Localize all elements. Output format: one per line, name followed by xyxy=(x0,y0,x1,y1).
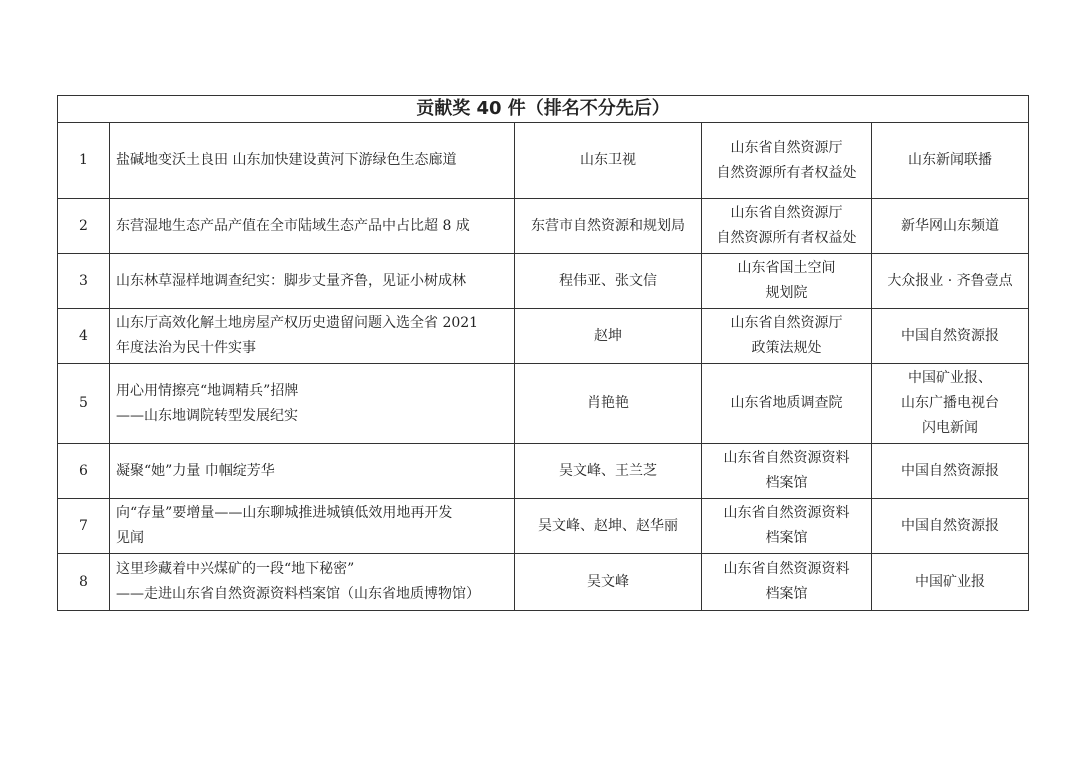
work-title-line: ——走进山东省自然资源资料档案馆（山东省地质博物馆） xyxy=(116,586,480,602)
work-title-cell xyxy=(110,199,515,254)
unit-line: 政策法规处 xyxy=(751,340,822,356)
author-line: 山东卫视 xyxy=(580,152,636,168)
work-title-cell xyxy=(110,364,515,444)
table-row xyxy=(58,254,1029,309)
media-outlet-line: 中国自然资源报 xyxy=(901,327,999,344)
row-number-cell: 6 xyxy=(58,444,110,499)
unit-cell xyxy=(702,499,872,554)
media-outlet-cell xyxy=(872,309,1029,364)
unit-line: 山东省自然资源资料 xyxy=(723,450,850,466)
author-cell xyxy=(515,123,702,199)
table-title-row xyxy=(58,96,1029,123)
media-outlet-line: 中国自然资源报 xyxy=(901,517,999,534)
unit-line: 自然资源所有者权益处 xyxy=(716,164,857,181)
row-number-cell: 4 xyxy=(58,309,110,364)
work-title-line: 用心用情擦亮“地调精兵”招牌 xyxy=(116,382,299,399)
author-cell xyxy=(515,554,702,611)
media-outlet-line: 中国矿业报、 xyxy=(908,370,992,386)
media-outlet-cell xyxy=(872,199,1029,254)
work-title-line: 向“存量”要增量——山东聊城推进城镇低效用地再开发 xyxy=(116,505,453,521)
work-title-cell xyxy=(110,309,515,364)
unit-cell xyxy=(702,364,872,444)
unit-line: 山东省自然资源厅 xyxy=(730,205,843,221)
unit-cell xyxy=(702,309,872,364)
media-outlet-line: 中国自然资源报 xyxy=(901,462,999,479)
table-title: 贡献奖 40 件（排名不分先后） xyxy=(58,96,1029,123)
author-cell xyxy=(515,364,702,444)
author-line: 吴文峰 xyxy=(587,573,629,590)
unit-cell xyxy=(702,254,872,309)
table-row xyxy=(58,199,1029,254)
unit-cell xyxy=(702,199,872,254)
row-number-cell: 3 xyxy=(58,254,110,309)
author-line: 吴文峰、王兰芝 xyxy=(559,462,657,479)
table-row xyxy=(58,364,1029,444)
unit-line: 自然资源所有者权益处 xyxy=(716,230,857,246)
author-cell xyxy=(515,499,702,554)
table-row xyxy=(58,123,1029,199)
media-outlet-cell xyxy=(872,123,1029,199)
media-outlet-cell xyxy=(872,554,1029,611)
row-number-cell: 7 xyxy=(58,499,110,554)
work-title-cell xyxy=(110,254,515,309)
unit-line: 档案馆 xyxy=(765,475,808,491)
work-title-cell xyxy=(110,554,515,611)
media-outlet-line: 闪电新闻 xyxy=(922,420,978,436)
author-cell xyxy=(515,444,702,499)
row-number-cell: 5 xyxy=(58,364,110,444)
media-outlet-line: 山东新闻联播 xyxy=(908,152,992,168)
table-row xyxy=(58,499,1029,554)
media-outlet-cell xyxy=(872,499,1029,554)
unit-cell xyxy=(702,123,872,199)
row-number-cell: 2 xyxy=(58,199,110,254)
media-outlet-line: 新华网山东频道 xyxy=(901,217,999,234)
author-cell xyxy=(515,254,702,309)
table-row xyxy=(58,444,1029,499)
work-title-line: 盐碱地变沃土良田 山东加快建设黄河下游绿色生态廊道 xyxy=(116,152,457,168)
media-outlet-line: 大众报业 · 齐鲁壹点 xyxy=(887,272,1013,289)
work-title-line: 年度法治为民十件实事 xyxy=(116,340,256,356)
media-outlet-cell xyxy=(872,444,1029,499)
unit-line: 山东省地质调查院 xyxy=(730,395,843,411)
table-row xyxy=(58,309,1029,364)
award-table xyxy=(57,95,1029,611)
unit-line: 规划院 xyxy=(765,285,808,301)
media-outlet-cell xyxy=(872,254,1029,309)
unit-line: 山东省自然资源厅 xyxy=(730,139,843,156)
unit-cell xyxy=(702,444,872,499)
unit-line: 山东省国土空间 xyxy=(737,260,836,276)
unit-line: 山东省自然资源资料 xyxy=(723,561,850,577)
unit-line: 档案馆 xyxy=(765,586,808,602)
work-title-line: 山东林草湿样地调查纪实：脚步丈量齐鲁，见证小树成林 xyxy=(116,272,466,289)
author-line: 肖艳艳 xyxy=(587,395,629,411)
unit-line: 档案馆 xyxy=(765,530,808,546)
author-cell xyxy=(515,309,702,364)
work-title-line: 山东厅高效化解土地房屋产权历史遗留问题入选全省 2021 xyxy=(116,315,479,331)
author-line: 吴文峰、赵坤、赵华丽 xyxy=(538,517,678,534)
work-title-cell xyxy=(110,123,515,199)
media-outlet-cell xyxy=(872,364,1029,444)
work-title-line: 见闻 xyxy=(116,530,144,546)
media-outlet-line: 中国矿业报 xyxy=(915,573,985,590)
work-title-cell xyxy=(110,444,515,499)
unit-cell xyxy=(702,554,872,611)
author-line: 赵坤 xyxy=(594,327,622,344)
table-body xyxy=(58,123,1029,611)
row-number-cell: 8 xyxy=(58,554,110,611)
unit-line: 山东省自然资源厅 xyxy=(730,315,843,331)
media-outlet-line: 山东广播电视台 xyxy=(901,395,999,411)
unit-line: 山东省自然资源资料 xyxy=(723,505,850,521)
work-title-line: ——山东地调院转型发展纪实 xyxy=(116,407,298,424)
work-title-line: 东营湿地生态产品产值在全市陆域生态产品中占比超 8 成 xyxy=(116,217,470,234)
author-line: 程伟亚、张文信 xyxy=(559,272,657,289)
table-row xyxy=(58,554,1029,611)
author-cell xyxy=(515,199,702,254)
work-title-line: 这里珍藏着中兴煤矿的一段“地下秘密” xyxy=(116,561,355,577)
author-line: 东营市自然资源和规划局 xyxy=(531,217,685,234)
row-number-cell: 1 xyxy=(58,123,110,199)
work-title-cell xyxy=(110,499,515,554)
work-title-line: 凝聚“她”力量 巾帼绽芳华 xyxy=(116,462,275,479)
